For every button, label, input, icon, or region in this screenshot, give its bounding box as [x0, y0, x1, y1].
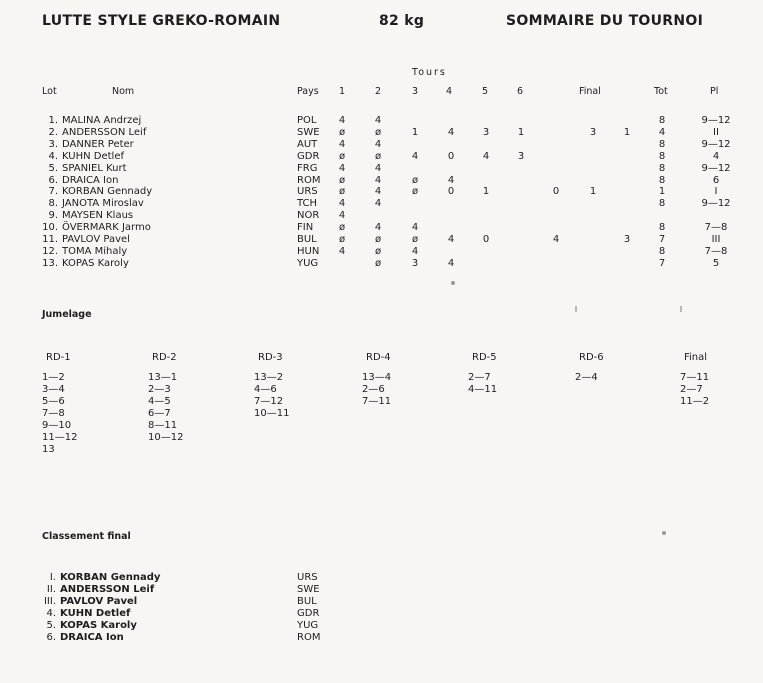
cell-pl: 9—12 [701, 138, 731, 150]
cell-r4: 4 [447, 234, 455, 245]
cell-r4: 0 [447, 150, 455, 162]
final-rank: 4. [46, 608, 56, 619]
cell-tot: 8 [658, 115, 666, 126]
cell-pays: SWE [297, 126, 320, 138]
col-header-r3: 3 [412, 86, 419, 97]
wrestler-name: MALINA Andrzej [62, 115, 142, 126]
cell-tot: 4 [658, 126, 666, 138]
pairing: 6—7 [148, 408, 171, 419]
row-number: 6. [48, 174, 58, 186]
pairing: 11—2 [680, 396, 710, 407]
cell-r1: 4 [338, 162, 346, 174]
col-header-lot: Lot [42, 86, 57, 97]
row-number: 7. [48, 186, 58, 198]
cell-pays: AUT [297, 138, 318, 150]
pairing: 10—12 [148, 432, 184, 443]
round-label: RD-5 [472, 352, 497, 363]
cell-r3: 3 [411, 257, 419, 269]
cell-tot: 8 [658, 245, 666, 257]
cell-r3: ø [411, 186, 419, 198]
pairing: 2—4 [575, 372, 598, 383]
cell-r6: 1 [517, 126, 525, 138]
cell-r5: 1 [482, 186, 490, 198]
col-header-nom: Nom [112, 86, 135, 97]
cell-pl: 6 [712, 174, 720, 186]
cell-r2: ø [374, 257, 382, 269]
cell-r3: 1 [411, 126, 419, 138]
final-name: KORBAN Gennady [60, 572, 161, 583]
cell-r3: ø [411, 174, 419, 186]
cell-r2: 4 [374, 174, 382, 186]
row-number: 9. [48, 210, 58, 222]
cell-r1: ø [338, 150, 346, 162]
cell-pays: GDR [297, 150, 320, 162]
cell-r1: 4 [338, 210, 346, 222]
scan-speck [451, 281, 455, 285]
cell-pl: I [714, 186, 718, 198]
col-header-r6: 6 [517, 86, 524, 97]
pairing: 4—5 [148, 396, 171, 407]
row-number: 2. [48, 126, 58, 138]
row-number: 11. [42, 234, 58, 245]
cell-r3: 4 [411, 222, 419, 234]
wrestler-name: MAYSEN Klaus [62, 210, 134, 222]
scan-mark [680, 306, 682, 312]
row-number: 4. [48, 150, 58, 162]
pairing: 8—11 [148, 420, 178, 431]
cell-tot: 8 [658, 222, 666, 234]
col-header-pays: Pays [297, 86, 319, 97]
final-country: BUL [297, 596, 317, 607]
cell-r1: ø [338, 222, 346, 234]
cell-r2: ø [374, 245, 382, 257]
round-label: RD-4 [366, 352, 391, 363]
cell-pays: POL [297, 115, 317, 126]
header-subtitle: SOMMAIRE DU TOURNOI [506, 13, 704, 29]
cell-r4: 4 [447, 174, 455, 186]
cell-f3: 3 [623, 234, 631, 245]
cell-tot: 8 [658, 174, 666, 186]
cell-r2: 4 [374, 162, 382, 174]
wrestler-name: KOPAS Karoly [62, 257, 129, 269]
final-name: DRAICA Ion [60, 632, 124, 643]
wrestler-name: SPANIEL Kurt [62, 162, 127, 174]
final-rank: III. [43, 596, 56, 607]
final-country: GDR [297, 608, 320, 619]
cell-pl: II [713, 126, 719, 138]
cell-r1: 4 [338, 245, 346, 257]
cell-r5: 0 [482, 234, 490, 245]
cell-pays: HUN [297, 245, 320, 257]
col-header-tot: Tot [654, 86, 668, 97]
wrestler-name: ÖVERMARK Jarmo [62, 222, 151, 234]
col-header-r4: 4 [446, 86, 453, 97]
round-label: RD-3 [258, 352, 283, 363]
pairing: 2—3 [148, 384, 171, 395]
pairing: 4—11 [468, 384, 498, 395]
cell-f3: 1 [623, 126, 631, 138]
cell-r2: 4 [374, 138, 382, 150]
pairing: 13 [42, 444, 55, 455]
pairing: 13—1 [148, 372, 178, 383]
cell-r5: 3 [482, 126, 490, 138]
pairing: 7—11 [680, 372, 710, 383]
cell-r1: ø [338, 126, 346, 138]
round-label: RD-1 [46, 352, 71, 363]
header-title: LUTTE STYLE GREKO-ROMAIN [42, 13, 281, 29]
row-number: 12. [42, 245, 58, 257]
cell-r3: 4 [411, 150, 419, 162]
pairing: 13—2 [254, 372, 284, 383]
cell-f2: 1 [589, 186, 597, 198]
cell-pays: NOR [297, 210, 320, 222]
row-number: 13. [42, 257, 58, 269]
cell-tot: 1 [658, 186, 666, 198]
cell-pl: III [711, 234, 721, 245]
pairing: 10—11 [254, 408, 290, 419]
cell-r2: 4 [374, 222, 382, 234]
cell-pays: TCH [297, 198, 318, 210]
cell-tot: 8 [658, 150, 666, 162]
cell-pl: 7—8 [704, 245, 728, 257]
col-header-pl: Pl [710, 86, 719, 97]
final-name: KOPAS Karoly [60, 620, 137, 631]
cell-tot: 8 [658, 162, 666, 174]
cell-pays: FRG [297, 162, 318, 174]
wrestler-name: DANNER Peter [62, 138, 134, 150]
cell-pl: 9—12 [701, 162, 731, 174]
cell-r5: 4 [482, 150, 490, 162]
cell-r4: 4 [447, 257, 455, 269]
cell-pays: FIN [297, 222, 314, 234]
cell-r6: 3 [517, 150, 525, 162]
cell-tot: 8 [658, 198, 666, 210]
scan-speck [662, 531, 666, 535]
pairing: 2—7 [680, 384, 703, 395]
tours-label: Tours [412, 67, 447, 78]
wrestler-name: TOMA Mihaly [62, 245, 128, 257]
cell-r2: 4 [374, 198, 382, 210]
cell-r1: ø [338, 234, 346, 245]
cell-r2: ø [374, 150, 382, 162]
cell-r1: 4 [338, 138, 346, 150]
row-number: 10. [42, 222, 58, 234]
final-country: SWE [297, 584, 320, 595]
cell-pays: YUG [297, 257, 319, 269]
pairing: 9—10 [42, 420, 72, 431]
final-rank: II. [46, 584, 56, 595]
cell-r3: 4 [411, 245, 419, 257]
wrestler-name: KORBAN Gennady [62, 186, 153, 198]
round-label: RD-6 [579, 352, 604, 363]
cell-r3: ø [411, 234, 419, 245]
pairing: 7—12 [254, 396, 284, 407]
jumelage-title: Jumelage [42, 309, 92, 320]
final-rank: 6. [46, 632, 56, 643]
pairing: 3—4 [42, 384, 65, 395]
pairing: 5—6 [42, 396, 65, 407]
cell-pl: 9—12 [701, 115, 731, 126]
cell-r1: ø [338, 186, 346, 198]
cell-pays: URS [297, 186, 318, 198]
cell-r2: ø [374, 126, 382, 138]
round-label: RD-2 [152, 352, 177, 363]
row-number: 8. [48, 198, 58, 210]
classement-title: Classement final [42, 531, 131, 542]
row-number: 5. [48, 162, 58, 174]
cell-r1: 4 [338, 115, 346, 126]
cell-pays: BUL [297, 234, 317, 245]
cell-pl: 9—12 [701, 198, 731, 210]
col-header-r1: 1 [339, 86, 346, 97]
row-number: 3. [48, 138, 58, 150]
pairing: 13—4 [362, 372, 392, 383]
col-header-r5: 5 [482, 86, 489, 97]
cell-r2: ø [374, 234, 382, 245]
final-rank: I. [49, 572, 56, 583]
final-name: PAVLOV Pavel [60, 596, 138, 607]
wrestler-name: KUHN Detlef [62, 150, 125, 162]
final-rank: 5. [46, 620, 56, 631]
final-name: KUHN Detlef [60, 608, 131, 619]
final-country: YUG [297, 620, 319, 631]
cell-pl: 7—8 [704, 222, 728, 234]
cell-tot: 7 [658, 257, 666, 269]
cell-r4: 4 [447, 126, 455, 138]
pairing: 11—12 [42, 432, 78, 443]
col-header-final: Final [579, 86, 601, 97]
cell-tot: 8 [658, 138, 666, 150]
row-number: 1. [48, 115, 58, 126]
pairing: 7—11 [362, 396, 392, 407]
cell-r1: 4 [338, 198, 346, 210]
wrestler-name: ANDERSSON Leif [62, 126, 147, 138]
round-label: Final [684, 352, 708, 363]
weight-class: 82 kg [379, 13, 425, 29]
cell-pl: 5 [712, 257, 720, 269]
cell-pl: 4 [712, 150, 720, 162]
final-name: ANDERSSON Leif [60, 584, 155, 595]
cell-f1: 0 [552, 186, 560, 198]
scan-mark [575, 306, 577, 312]
wrestler-name: DRAICA Ion [62, 174, 119, 186]
cell-r2: 4 [374, 186, 382, 198]
cell-f1: 4 [552, 234, 560, 245]
pairing: 2—7 [468, 372, 491, 383]
col-header-r2: 2 [375, 86, 382, 97]
cell-tot: 7 [658, 234, 666, 245]
cell-f2: 3 [589, 126, 597, 138]
cell-r4: 0 [447, 186, 455, 198]
wrestler-name: JANOTA Miroslav [62, 198, 144, 210]
wrestler-name: PAVLOV Pavel [62, 234, 130, 245]
final-country: ROM [297, 632, 321, 643]
pairing: 7—8 [42, 408, 65, 419]
final-country: URS [297, 572, 318, 583]
cell-r1: ø [338, 174, 346, 186]
cell-r2: 4 [374, 115, 382, 126]
pairing: 4—6 [254, 384, 277, 395]
cell-pays: ROM [297, 174, 321, 186]
pairing: 1—2 [42, 372, 65, 383]
pairing: 2—6 [362, 384, 385, 395]
